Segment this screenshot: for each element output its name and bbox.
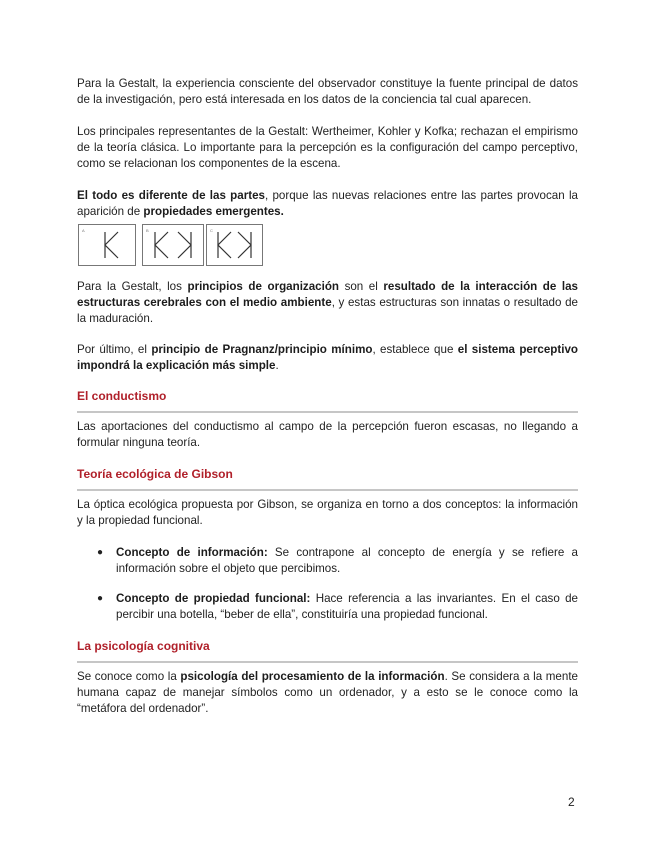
text-span: Hace referencia a las invariantes. En el caso de percibir una botella, “beber de ella”, constituiría una propiedad funcional. bbox=[116, 592, 578, 621]
text-span: , porque las nuevas relaciones entre las partes provocan la aparición de bbox=[77, 189, 578, 218]
figure-panel-b bbox=[142, 224, 204, 266]
bold-concepto-propiedad: Concepto de propiedad funcional: bbox=[116, 592, 311, 605]
paragraph-conductismo: Las aportaciones del conductismo al campo de la percepción fueron escasas, no llegando a formular ninguna teoría. bbox=[77, 420, 578, 449]
text-span: , y estas estructuras son innatas o resultado de la maduración. bbox=[77, 296, 578, 325]
gestalt-figure bbox=[78, 224, 262, 266]
paragraph-pragnanz bbox=[77, 342, 578, 374]
heading-conductismo: El conductismo bbox=[77, 389, 167, 403]
bold-procesamiento-informacion: psicología del procesamiento de la información bbox=[180, 670, 445, 683]
heading-divider bbox=[77, 411, 578, 413]
paragraph-principios-organizacion bbox=[77, 279, 578, 327]
text-span: Se conoce como la bbox=[77, 670, 181, 683]
paragraph-cognitiva bbox=[77, 669, 578, 717]
k-shape-icon bbox=[79, 225, 135, 265]
text-span: Se contrapone al concepto de energía y se refiere a información sobre el objeto que percibimos. bbox=[116, 546, 578, 575]
paragraph-gibson: La óptica ecológica propuesta por Gibson, se organiza en torno a dos conceptos: la información y la propiedad funcional. bbox=[77, 498, 578, 527]
bold-sistema-perceptivo: el sistema perceptivo impondrá la explicación más simple bbox=[77, 343, 578, 372]
figure-label-a: A bbox=[82, 228, 85, 233]
text-span: Por último, el bbox=[77, 343, 152, 356]
bullet-dot-icon: ● bbox=[97, 547, 104, 558]
k-mirror-open-icon bbox=[207, 225, 262, 265]
k-mirror-diamond-icon bbox=[143, 225, 203, 265]
heading-gibson: Teoría ecológica de Gibson bbox=[77, 467, 233, 481]
paragraph-todo-partes bbox=[77, 188, 578, 220]
page-number: 2 bbox=[568, 795, 575, 809]
bold-resultado-interaccion: resultado de la interacción de las estructuras cerebrales con el medio ambiente bbox=[77, 280, 578, 309]
paragraph-gestalt-representantes: Los principales representantes de la Gestalt: Wertheimer, Kohler y Kofka; rechazan el empirismo de la teoría clásica. Lo importante para la percepción es la configuración del campo perceptivo, como se relacionan los componentes de la escena. bbox=[77, 125, 578, 170]
text-span: . bbox=[275, 359, 279, 372]
heading-divider bbox=[77, 489, 578, 491]
text-span: . Se considera a la mente humana capaz de manejar símbolos como un ordenador, y a esto se le conoce como la “metáfora del ordenador”. bbox=[77, 670, 578, 715]
text-span: Para la Gestalt, los bbox=[77, 280, 188, 293]
figure-label-b: B bbox=[146, 228, 149, 233]
bold-propiedades-emergentes: propiedades emergentes. bbox=[143, 205, 284, 218]
list-item-propiedad-funcional bbox=[116, 591, 578, 623]
heading-psicologia-cognitiva: La psicología cognitiva bbox=[77, 639, 210, 653]
text-span: , establece que bbox=[372, 343, 458, 356]
heading-divider bbox=[77, 661, 578, 663]
paragraph-gestalt-intro: Para la Gestalt, la experiencia consciente del observador constituye la fuente principal de datos de la investigación, pero está interesada en los datos de la conciencia tal cual aparecen. bbox=[77, 77, 578, 106]
bullet-dot-icon: ● bbox=[97, 593, 104, 604]
bold-principios-organizacion: principios de organización bbox=[187, 280, 340, 293]
bold-todo-diferente: El todo es diferente de las partes bbox=[77, 189, 265, 202]
text-span: son el bbox=[339, 280, 384, 293]
bold-principio-pragnanz: principio de Pragnanz/principio mínimo bbox=[151, 343, 373, 356]
bold-concepto-informacion: Concepto de información: bbox=[116, 546, 268, 559]
figure-panel-a bbox=[78, 224, 136, 266]
figure-panel-c bbox=[206, 224, 263, 266]
figure-label-c: C bbox=[210, 228, 213, 233]
list-item-informacion bbox=[116, 545, 578, 577]
